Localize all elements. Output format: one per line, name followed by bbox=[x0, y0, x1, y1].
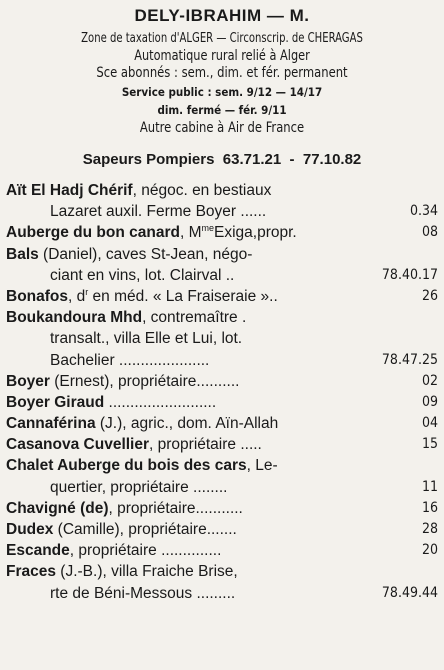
entry-text bbox=[50, 583, 235, 604]
subscriber-description: ......................... bbox=[104, 393, 217, 411]
subscriber-description: rte de Béni-Messous ......... bbox=[50, 584, 236, 602]
subscriber-name: Escande bbox=[6, 542, 70, 560]
directory-entry bbox=[6, 371, 438, 392]
phone-number: 09 bbox=[421, 393, 438, 410]
entry-text bbox=[50, 477, 227, 498]
entry-text bbox=[6, 519, 237, 540]
entry-text bbox=[6, 455, 278, 476]
directory-entry-continuation bbox=[6, 477, 438, 498]
subscriber-name: Fraces bbox=[6, 563, 56, 581]
subscriber-description: (Ernest), propriétaire.......... bbox=[49, 372, 240, 390]
subscriber-description: quertier, propriétaire ........ bbox=[50, 478, 228, 496]
directory-entry bbox=[6, 244, 438, 265]
fire-brigade-dash: - bbox=[289, 151, 295, 168]
subscriber-name: Boyer bbox=[6, 372, 50, 390]
subscriber-description: transalt., villa Elle et Lui, lot. bbox=[50, 330, 243, 348]
phone-number: 78.47.25 bbox=[381, 351, 438, 368]
entry-text bbox=[6, 286, 278, 307]
directory-entry bbox=[6, 434, 438, 455]
phone-number: 78.49.44 bbox=[381, 584, 438, 601]
phone-number: 02 bbox=[421, 372, 438, 389]
subscriber-name: Bals bbox=[6, 245, 39, 263]
directory-entry bbox=[6, 413, 438, 434]
sunday-hours-line: dim. fermé — fér. 9/11 bbox=[157, 103, 287, 117]
directory-entry-continuation bbox=[6, 350, 438, 371]
subscriber-description: , contremaître . bbox=[142, 309, 247, 327]
phone-number: 28 bbox=[421, 521, 438, 537]
entry-text bbox=[6, 371, 239, 392]
subscriber-description: Bachelier ..................... bbox=[50, 351, 210, 369]
subscriber-description: , propriétaire ..... bbox=[149, 436, 262, 454]
directory-entry bbox=[6, 455, 438, 476]
directory-entry bbox=[6, 222, 438, 243]
subscriber-name: Chalet Auberge du bois des cars bbox=[6, 457, 247, 475]
subscriber-name: Casanova Cuvellier bbox=[6, 436, 150, 454]
entry-text bbox=[6, 307, 246, 328]
subscriber-name: Auberge du bon canard bbox=[6, 224, 180, 242]
directory-entries bbox=[6, 180, 438, 604]
directory-entry bbox=[6, 286, 438, 307]
entry-text bbox=[6, 392, 216, 413]
directory-entry bbox=[6, 498, 438, 519]
fire-brigade-number-1: 63.71.21 bbox=[222, 151, 282, 168]
directory-entry bbox=[6, 561, 438, 582]
directory-entry-continuation bbox=[6, 328, 438, 349]
directory-entry bbox=[6, 519, 438, 540]
title-separator: — bbox=[266, 6, 285, 25]
subscriber-description: , propriétaire .............. bbox=[69, 542, 222, 560]
directory-entry bbox=[6, 307, 438, 328]
subscriber-description: (Camille), propriétaire....... bbox=[53, 521, 237, 538]
entry-text bbox=[50, 265, 234, 286]
public-service-line: Service public : sem. 9/12 — 14/17 bbox=[121, 85, 323, 99]
subscriber-name: Chavigné (de) bbox=[6, 499, 109, 517]
subscriber-description-rest: Exiga,propr. bbox=[214, 224, 297, 242]
subscriber-description: , propriétaire........... bbox=[108, 499, 243, 517]
subscriber-description: ciant en vins, lot. Clairval .. bbox=[50, 266, 235, 284]
page-title bbox=[0, 6, 444, 26]
phone-number: 0.34 bbox=[409, 203, 438, 220]
directory-entry bbox=[6, 540, 438, 561]
zone-line: Zone de taxation d'ALGER — Circonscrip. de CHERAGAS bbox=[81, 31, 363, 46]
commune-name: DELY-IBRAHIM bbox=[134, 6, 262, 25]
phone-number: 04 bbox=[421, 415, 438, 432]
superscript-abbrev: me bbox=[201, 223, 215, 234]
phone-number: 15 bbox=[421, 436, 438, 453]
other-booth-line: Autre cabine à Air de France bbox=[139, 120, 305, 136]
entry-text bbox=[6, 540, 221, 561]
subscriber-description-rest: en méd. « La Fraiseraie ».. bbox=[88, 287, 278, 305]
superscript-abbrev: r bbox=[85, 286, 89, 297]
commune-code: M. bbox=[289, 6, 310, 25]
entry-text bbox=[6, 561, 238, 582]
fire-brigade-number-2: 77.10.82 bbox=[302, 151, 362, 168]
exchange-type-line: Automatique rural relié à Alger bbox=[134, 48, 310, 64]
entry-text bbox=[50, 350, 209, 371]
phone-number: 16 bbox=[421, 499, 438, 516]
directory-entry-continuation bbox=[6, 201, 438, 222]
subscriber-service-line: Sce abonnés : sem., dim. et fér. permanent bbox=[96, 65, 348, 81]
subscriber-name: Aït El Hadj Chérif bbox=[6, 182, 133, 199]
phone-number: 78.40.17 bbox=[381, 266, 438, 283]
entry-text bbox=[50, 201, 266, 222]
directory-entry-continuation bbox=[6, 265, 438, 286]
subscriber-name: Bonafos bbox=[6, 287, 68, 305]
subscriber-name: Boyer Giraud bbox=[6, 393, 105, 411]
phone-number: 26 bbox=[421, 287, 438, 304]
phone-number: 08 bbox=[421, 224, 438, 241]
subscriber-description: , Le- bbox=[246, 457, 278, 475]
phone-number: 20 bbox=[421, 542, 438, 559]
subscriber-description: (J.-B.), villa Fraiche Brise, bbox=[55, 563, 238, 581]
directory-entry-continuation bbox=[6, 583, 438, 604]
subscriber-name: Dudex bbox=[6, 521, 54, 538]
subscriber-name: Cannaférina bbox=[6, 415, 96, 433]
phone-number: 11 bbox=[421, 478, 438, 495]
subscriber-description: , d bbox=[68, 287, 86, 305]
entry-text bbox=[6, 498, 243, 519]
entry-text bbox=[6, 434, 262, 455]
subscriber-name: Boukandoura Mhd bbox=[6, 309, 143, 327]
entry-text bbox=[6, 413, 278, 434]
fire-brigade-label: Sapeurs Pompiers bbox=[82, 151, 215, 168]
subscriber-description: (Daniel), caves St-Jean, négo- bbox=[38, 245, 253, 263]
subscriber-description: , M bbox=[179, 224, 202, 242]
entry-text bbox=[50, 328, 242, 349]
subscriber-description: (J.), agric., dom. Aïn-Allah bbox=[95, 415, 279, 433]
entry-text bbox=[6, 222, 297, 243]
subscriber-description: Lazaret auxil. Ferme Boyer ...... bbox=[50, 203, 267, 221]
fire-brigade-line bbox=[0, 151, 444, 168]
directory-entry bbox=[6, 180, 438, 201]
directory-entry bbox=[6, 392, 438, 413]
entry-text bbox=[6, 180, 271, 201]
entry-text bbox=[6, 244, 252, 265]
subscriber-description: , négoc. en bestiaux bbox=[132, 182, 272, 199]
